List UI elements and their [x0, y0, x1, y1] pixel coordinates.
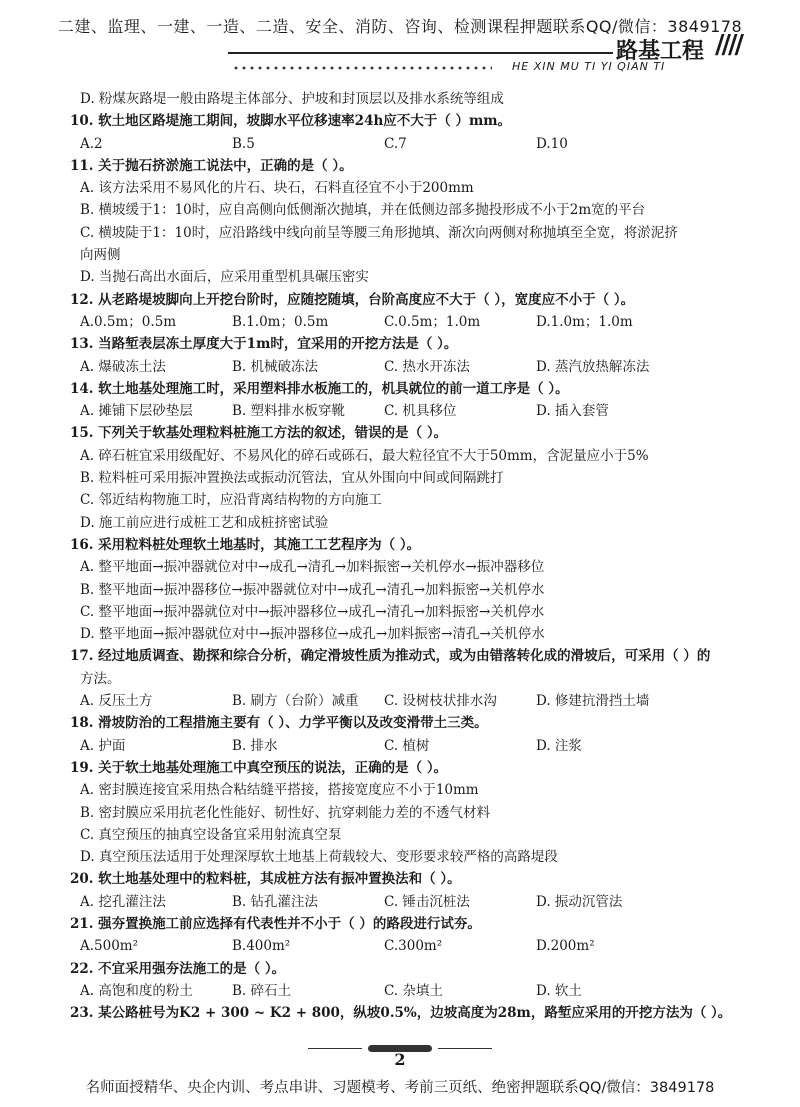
option-line: C. 横坡陡于1：10时，应沿路线中线向前呈等腰三角形抛填、渐次向两侧对称抛填至全宽，将淤泥挤	[80, 224, 678, 241]
option-item: A. 护面	[80, 737, 126, 754]
option-item: B. 刷方（台阶）减重	[232, 693, 359, 710]
option-item: A. 反压土方	[80, 693, 153, 710]
option-line: 向两侧	[80, 247, 121, 264]
option-line: C. 整平地面→振冲器就位对中→振冲器移位→成孔→清孔→加料振密→关机停水	[80, 603, 545, 620]
header-rule	[228, 52, 613, 54]
header-dots	[232, 66, 492, 70]
option-item: C. 植树	[384, 737, 430, 754]
option-item: B. 塑料排水板穿靴	[232, 403, 346, 420]
option-item: C. 机具移位	[384, 403, 457, 420]
question-stem: 22. 不宜采用强夯法施工的是（ ）。	[70, 960, 286, 977]
option-item: B.5	[232, 135, 255, 152]
option-item: C. 热水开冻法	[384, 358, 470, 375]
question-stem: 16. 采用粒料桩处理软土地基时，其施工工艺程序为（ ）。	[70, 536, 421, 553]
option-line: A. 碎石桩宜采用级配好、不易风化的碎石或砾石，最大粒径宜不大于50mm，含泥量应小于5%	[80, 447, 649, 464]
option-item: C.0.5m；1.0m	[384, 313, 481, 330]
option-line: D. 整平地面→振冲器就位对中→振冲器移位→成孔→加料振密→清孔→关机停水	[80, 626, 545, 643]
option-line: B. 粒料桩可采用振冲置换法或振动沉管法，宜从外围向中间或间隔跳打	[80, 470, 504, 487]
question-stem: 19. 关于软土地基处理施工中真空预压的说法，正确的是（ ）。	[70, 759, 448, 776]
question-stem: 12. 从老路堤坡脚向上开挖台阶时，应随挖随填，台阶高度应不大于（ ），宽度应不小于（ ）。	[70, 291, 635, 308]
option-row	[70, 891, 730, 913]
option-item: D. 插入套管	[536, 403, 609, 420]
option-line: 方法。	[80, 670, 121, 687]
option-line: D. 粉煤灰路堤一般由路堤主体部分、护坡和封顶层以及排水系统等组成	[80, 91, 504, 107]
option-line: A. 该方法采用不易风化的片石、块石，石料直径宜不小于200mm	[80, 180, 474, 197]
option-line: C. 邻近结构物施工时，应沿背离结构物的方向施工	[80, 492, 382, 509]
question-list	[70, 88, 730, 1024]
question-stem: 10. 软土地区路堤施工期间，坡脚水平位移速率24h应不大于（ ）mm。	[70, 113, 512, 130]
option-item: A.0.5m；0.5m	[80, 313, 177, 330]
question-stem: 21. 强夯置换施工前应选择有代表性并不小于（ ）的路段进行试夯。	[70, 915, 481, 932]
option-item: B. 机械破冻法	[232, 358, 319, 375]
question-stem: 15. 下列关于软基处理粒料桩施工方法的叙述，错误的是（ ）。	[70, 425, 448, 442]
option-line: B. 横坡缓于1：10时，应自高侧向低侧渐次抛填，并在低侧边部多抛投形成不小于2m宽的平台	[80, 202, 646, 219]
option-item: A. 摊铺下层砂垫层	[80, 403, 193, 420]
option-row	[70, 735, 730, 757]
option-item: B. 排水	[232, 737, 278, 754]
question-stem: 17. 经过地质调查、勘探和综合分析，确定滑坡性质为推动式，或为由错落转化成的滑坡后，可采用（ ）的	[70, 648, 711, 665]
option-item: D.1.0m；1.0m	[536, 313, 633, 330]
page-rule-right	[438, 1048, 492, 1049]
option-item: D. 注浆	[536, 737, 582, 754]
option-item: D.10	[536, 135, 568, 152]
page-number: 2	[394, 1050, 406, 1069]
option-item: C.7	[384, 135, 407, 152]
option-item: D. 修建抗滑挡土墙	[536, 693, 650, 710]
option-line: B. 整平地面→振冲器移位→振冲器就位对中→成孔→清孔→加料振密→关机停水	[80, 581, 545, 598]
option-item: A. 爆破冻土法	[80, 358, 166, 375]
option-item: C. 设树枝状排水沟	[384, 693, 497, 710]
option-item: C. 锤击沉桩法	[384, 893, 470, 910]
option-item: A.500m²	[80, 938, 139, 955]
section-title: 路基工程	[616, 39, 705, 64]
option-item: A. 挖孔灌注法	[80, 893, 166, 910]
footer-contact-line: 名师面授精华、央企内训、考点串讲、习题模考、考前三页纸、绝密押题联系QQ/微信：3849178	[85, 1080, 715, 1096]
option-line: D. 当抛石高出水面后，应采用重型机具碾压密实	[80, 269, 369, 286]
header-slashes: ////	[715, 30, 741, 60]
option-line: D. 施工前应进行成桩工艺和成桩挤密试验	[80, 514, 329, 531]
question-stem: 20. 软土地基处理中的粒料桩，其成桩方法有振冲置换法和（ ）。	[70, 871, 461, 888]
option-line: A. 密封膜连接宜采用热合粘结缝平搭接，搭接宽度应不小于10mm	[80, 782, 479, 799]
option-item: D. 蒸汽放热解冻法	[536, 358, 650, 375]
option-item: A. 高饱和度的粉土	[80, 982, 193, 999]
question-stem: 18. 滑坡防治的工程措施主要有（ ）、力学平衡以及改变滑带土三类。	[70, 715, 488, 732]
option-row	[70, 935, 730, 957]
page-rule-left	[308, 1048, 362, 1049]
option-line: A. 整平地面→振冲器就位对中→成孔→清孔→加料振密→关机停水→振冲器移位	[80, 559, 545, 576]
question-stem: 23. 某公路桩号为K2 + 300 ~ K2 + 800，纵坡0.5%，边坡高度为28m，路堑应采用的开挖方法为（ ）。	[70, 1005, 732, 1022]
option-row	[70, 133, 730, 155]
option-row	[70, 356, 730, 378]
option-row	[70, 311, 730, 333]
option-item: A.2	[80, 135, 103, 152]
option-item: B.1.0m；0.5m	[232, 313, 329, 330]
option-item: C.300m²	[384, 938, 443, 955]
option-item: D. 软土	[536, 982, 582, 999]
option-row	[70, 400, 730, 422]
option-row	[70, 690, 730, 712]
option-item: D.200m²	[536, 938, 595, 955]
option-row	[70, 980, 730, 1002]
option-item: D. 振动沉管法	[536, 893, 623, 910]
option-line: D. 真空预压法适用于处理深厚软土地基上荷载较大、变形要求较严格的高路堤段	[80, 849, 558, 866]
header-contact-line: 二建、监理、一建、一造、二造、安全、消防、咨询、检测课程押题联系QQ/微信：3849178	[57, 17, 743, 36]
option-item: C. 杂填土	[384, 982, 443, 999]
section-subtitle: HE XIN MU TI YI QIAN TI	[512, 60, 666, 73]
option-item: B. 钻孔灌注法	[232, 893, 319, 910]
question-stem: 11. 关于抛石挤淤施工说法中，正确的是（ ）。	[70, 157, 353, 174]
question-stem: 14. 软土地基处理施工时，采用塑料排水板施工的，机具就位的前一道工序是（ ）。	[70, 380, 569, 397]
option-line: B. 密封膜应采用抗老化性能好、韧性好、抗穿刺能力差的不透气材料	[80, 804, 491, 821]
option-item: B.400m²	[232, 938, 291, 955]
option-item: B. 碎石土	[232, 982, 292, 999]
question-stem: 13. 当路堑表层冻土厚度大于1m时，宜采用的开挖方法是（ ）。	[70, 336, 458, 353]
option-line: C. 真空预压的抽真空设备宜采用射流真空泵	[80, 826, 342, 843]
